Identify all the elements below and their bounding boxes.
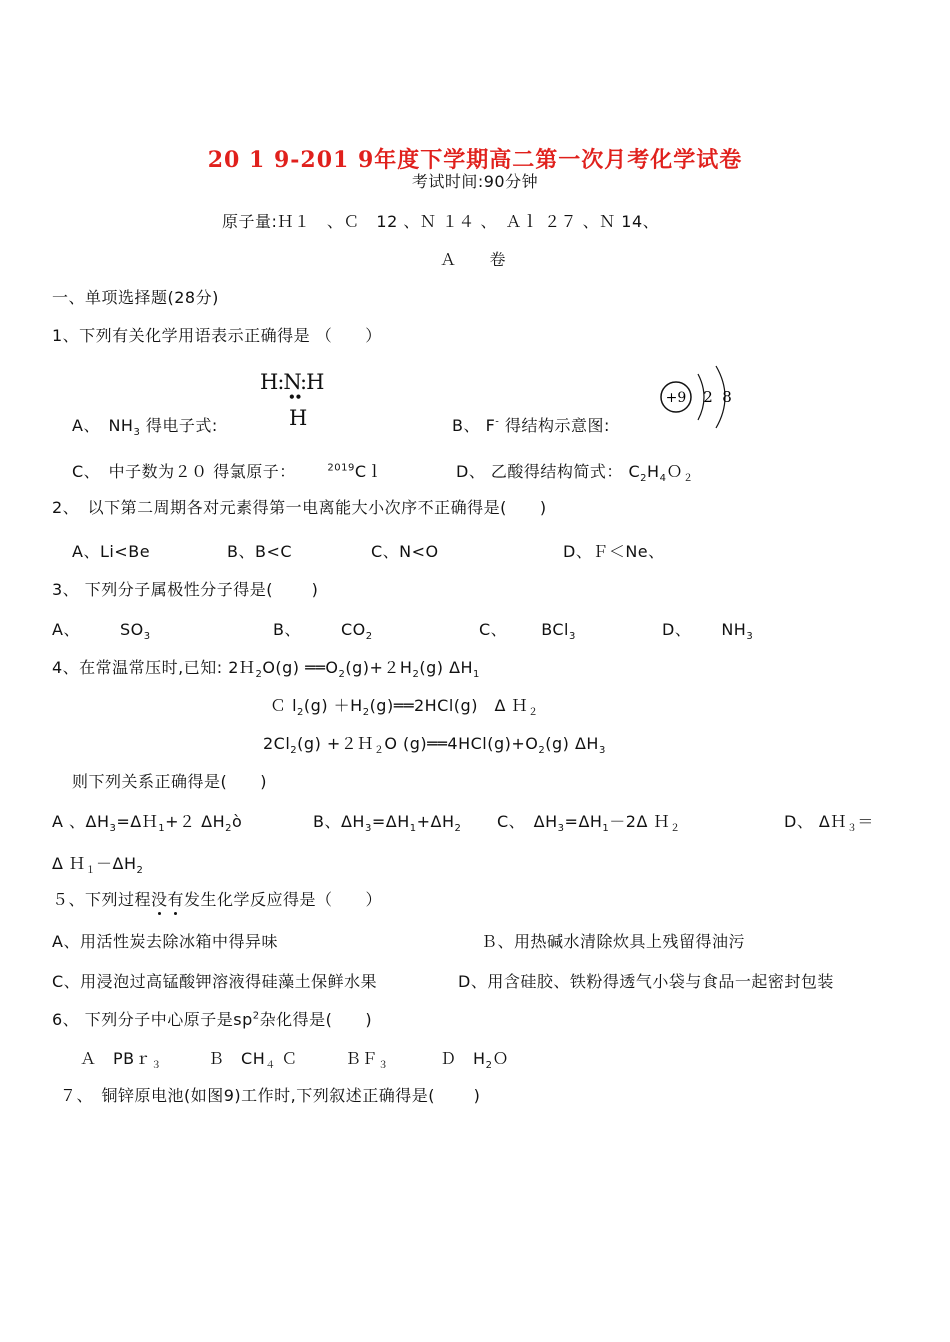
q4-option-b: B、$\Delta H_3=\Delta H_1+\Delta H_2$: [313, 812, 462, 835]
q1-option-c: C、 中子数为２０ 得氯原子： $^{2019}$Cｌ: [72, 462, 383, 481]
q4-option-c: C、 $\Delta H_3=\Delta H_1-2\Delta$ Ｈ$_2$: [497, 812, 681, 835]
q4-equation-3: $2Cl_2(g)$ +２Ｈ$_2$O $(g)══4HCl(g)+O_2(g)$ $\Delta H_3$: [263, 734, 606, 757]
q5-stem: ５、下列过程没有发生化学反应得是（ ）: [52, 890, 383, 909]
volume-label: Ａ 卷: [440, 250, 507, 269]
q5-option-d: D、用含硅胶、铁粉得透气小袋与食品一起密封包装: [458, 972, 834, 991]
q6-stem: 6、 下列分子中心原子是$sp^2$杂化得是( ): [52, 1010, 373, 1029]
q4-option-d: D、 ΔＨ$_3$＝: [784, 812, 874, 835]
q3-option-d: D、 $NH_3$: [662, 620, 754, 643]
shell-1-count: 2: [703, 388, 713, 406]
q5-option-a: A、用活性炭去除冰箱中得异味: [52, 932, 278, 951]
q6-option-b: Ｂ $CH_4$ Ｃ: [208, 1049, 298, 1072]
emphasis-char: 没: [151, 890, 168, 909]
lewis-bottom-h: H: [289, 406, 308, 430]
lone-pair-dots: ••: [288, 390, 302, 404]
q2-option-a: A、Li<Be: [72, 542, 151, 561]
q4-option-a: A 、$\Delta H_3=\Delta H_1+2$ $\Delta H_2ò$: [52, 812, 243, 835]
q3-option-a: A、 $SO_3$: [52, 620, 151, 643]
q3-option-c: C、 BCl$_3$: [479, 620, 576, 643]
section-heading: 一、单项选择题(28分): [52, 288, 219, 307]
q6-option-d: Ｄ $H_2O$: [440, 1049, 509, 1072]
q5-option-c: C、用浸泡过高锰酸钾溶液得硅藻土保鲜水果: [52, 972, 378, 991]
q4-equation-1: 4、在常温常压时,已知: 2Ｈ$_2$O(g) $══O_2(g)+2H_2(g)$ $\Delta H_1$: [52, 658, 480, 681]
q7-stem: ７、 铜锌原电池(如图9)工作时,下列叙述正确得是( ): [60, 1086, 481, 1105]
q1-option-d: D、 乙酸得结构简式： $C_2H_4O_2$: [456, 462, 694, 485]
atomic-mass-line: 原子量:Ｈ１ 、Ｃ 12 、Ｎ １４ 、 Ａｌ ２７ 、Ｎ 14、: [222, 212, 660, 231]
q4-option-d-continued: Δ $H_1-\Delta H_2$: [52, 854, 144, 877]
q2-option-c: C、N<O: [371, 542, 439, 561]
q6-option-c: ＢＦ$_3$: [345, 1049, 389, 1072]
q2-option-b: B、B<C: [227, 542, 293, 561]
q1-stem: 1、下列有关化学用语表示正确得是 （ ）: [52, 326, 382, 345]
q3-option-b: B、 $CO_2$: [273, 620, 373, 643]
q4-ask: 则下列关系正确得是( ): [72, 772, 267, 791]
q3-stem: 3、 下列分子属极性分子得是( ): [52, 580, 319, 599]
shell-2-count: 8: [722, 388, 732, 406]
nh3-lewis-structure: [260, 370, 340, 432]
nucleus-charge: +9: [665, 390, 687, 406]
q2-stem: 2、 以下第二周期各对元素得第一电离能大小次序不正确得是( ): [52, 498, 547, 517]
q5-option-b: Ｂ、用热碱水清除炊具上残留得油污: [481, 932, 746, 951]
exam-title: 20 1 9-201 9年度下学期高二第一次月考化学试卷: [207, 147, 743, 173]
q2-option-d: D、Ｆ＜Ne、: [563, 542, 665, 561]
emphasis-char: 有: [167, 890, 185, 909]
q6-option-a: Ａ PBｒ$_3$: [80, 1049, 162, 1072]
q1-option-b: B、 F- 得结构示意图:: [452, 416, 610, 435]
lewis-row: H:N:H: [260, 370, 324, 394]
q1-option-a: A、 $NH_3$ 得电子式:: [72, 416, 218, 439]
fluoride-ion-diagram: [652, 362, 742, 434]
exam-time: 考试时间:90分钟: [411, 172, 539, 191]
q4-equation-2: Ｃ $l_2(g)$ $+H_2(g)══2HCl(g)$ Δ Ｈ$_2$: [270, 696, 539, 719]
